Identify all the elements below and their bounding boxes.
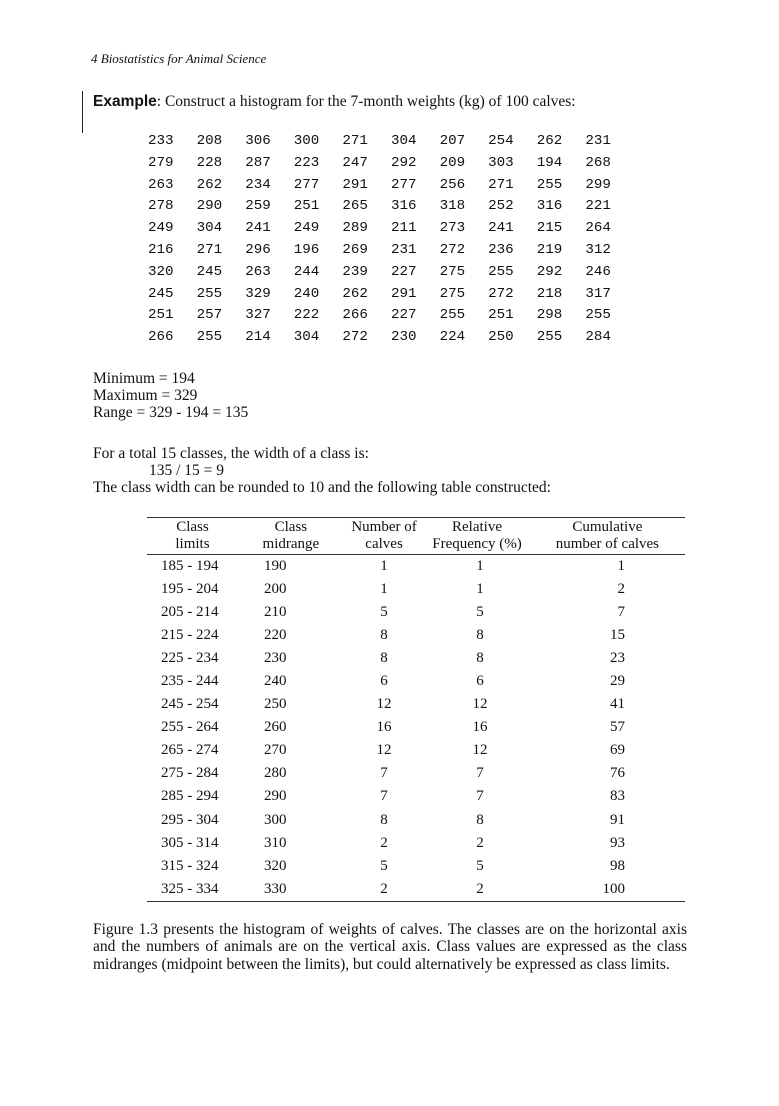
- data-cell: 194: [536, 154, 563, 171]
- cell-relative-frequency: 6: [476, 673, 484, 690]
- data-cell: 292: [536, 263, 563, 280]
- data-cell: 251: [488, 307, 514, 324]
- cell-cumulative: 91: [610, 811, 625, 828]
- data-cell: 255: [439, 307, 466, 324]
- data-cell: 265: [342, 198, 368, 215]
- data-cell: 303: [488, 154, 514, 171]
- data-cell: 266: [148, 329, 174, 346]
- data-cell: 222: [293, 307, 320, 324]
- cell-relative-frequency: 8: [476, 627, 484, 644]
- margin-bar: [82, 91, 83, 133]
- table-row: [147, 809, 685, 832]
- data-cell: 272: [488, 285, 514, 302]
- cell-cumulative: 93: [610, 834, 625, 851]
- data-cell: 251: [293, 198, 320, 215]
- data-cell: 287: [245, 154, 271, 171]
- cell-number-of-calves: 7: [380, 765, 388, 782]
- data-cell: 219: [536, 241, 563, 258]
- data-cell: 298: [536, 307, 563, 324]
- data-cell: 249: [293, 220, 320, 237]
- cell-number-of-calves: 1: [380, 558, 388, 575]
- data-cell: 244: [293, 263, 320, 280]
- data-cell: 300: [293, 133, 320, 149]
- data-cell: 231: [585, 133, 611, 149]
- table-row: [147, 762, 685, 785]
- classes-line-1: For a total 15 classes, the width of a class is:: [93, 445, 369, 462]
- data-cell: 241: [245, 220, 271, 237]
- data-cell: 316: [536, 198, 563, 215]
- data-cell: 234: [245, 176, 271, 193]
- data-cell: 329: [245, 285, 271, 302]
- cell-relative-frequency: 8: [476, 811, 484, 828]
- cell-midrange: 330: [238, 878, 344, 902]
- data-row: [148, 220, 634, 242]
- data-row: [148, 177, 634, 199]
- data-cell: 275: [439, 285, 466, 302]
- data-cell: 291: [342, 176, 368, 193]
- cell-class-limits: 275 - 284: [161, 765, 219, 782]
- cell-relative-frequency: 12: [472, 696, 488, 713]
- minimum-line: Minimum = 194: [93, 370, 195, 387]
- data-cell: 255: [196, 285, 223, 302]
- data-cell: 215: [536, 220, 563, 237]
- data-cell: 271: [342, 133, 368, 149]
- data-cell: 272: [439, 241, 466, 258]
- data-cell: 290: [196, 198, 223, 215]
- cell-number-of-calves: 12: [376, 742, 392, 759]
- table-row: [147, 601, 685, 624]
- cell-class-limits: 265 - 274: [161, 742, 219, 759]
- data-cell: 214: [245, 329, 271, 346]
- data-cell: 233: [148, 133, 174, 149]
- cell-number-of-calves: 8: [380, 650, 388, 667]
- data-cell: 231: [390, 241, 417, 258]
- data-cell: 262: [536, 133, 563, 149]
- cell-number-of-calves: 16: [376, 719, 392, 736]
- data-cell: 257: [196, 307, 223, 324]
- cell-cumulative: 2: [617, 581, 625, 598]
- data-cell: 259: [245, 198, 271, 215]
- data-cell: 284: [585, 329, 611, 346]
- data-cell: 223: [293, 154, 320, 171]
- cell-number-of-calves: 7: [380, 788, 388, 805]
- cell-cumulative: 23: [610, 650, 625, 667]
- data-row: [148, 133, 634, 155]
- example-statement: [93, 93, 576, 111]
- data-cell: 271: [196, 241, 223, 258]
- classes-line-2: 135 / 15 = 9: [149, 462, 225, 479]
- data-cell: 256: [439, 176, 466, 193]
- cell-class-limits: 255 - 264: [161, 719, 219, 736]
- data-cell: 327: [245, 307, 271, 324]
- running-head: 4 Biostatistics for Animal Science: [91, 51, 267, 66]
- cell-relative-frequency: 7: [476, 788, 484, 805]
- cell-midrange: 200: [263, 581, 287, 598]
- cell-relative-frequency: 16: [472, 719, 488, 736]
- data-row: [148, 264, 634, 286]
- cell-number-of-calves: 2: [344, 878, 424, 902]
- header-class-limits: Class limits: [147, 518, 238, 555]
- table-row: [147, 647, 685, 670]
- data-cell: 196: [293, 241, 320, 258]
- cell-relative-frequency: 7: [476, 765, 484, 782]
- data-row: [148, 242, 634, 264]
- cell-midrange: 290: [263, 788, 287, 805]
- cell-midrange: 190: [263, 558, 287, 575]
- frequency-table: [147, 517, 685, 902]
- table-row: [147, 670, 685, 693]
- header-relative-frequency: Relative Frequency (%): [424, 518, 529, 555]
- cell-relative-frequency: 2: [424, 878, 529, 902]
- cell-class-limits: 305 - 314: [161, 834, 219, 851]
- table-row: [147, 693, 685, 716]
- cell-midrange: 260: [263, 719, 287, 736]
- data-cell: 255: [196, 329, 223, 346]
- header-number-of-calves: Number of calves: [344, 518, 424, 555]
- data-cell: 299: [585, 176, 611, 193]
- table-row: [147, 716, 685, 739]
- table-body: [147, 555, 685, 902]
- cell-number-of-calves: 5: [380, 604, 388, 621]
- maximum-line: Maximum = 329: [93, 387, 198, 404]
- data-cell: 227: [390, 307, 417, 324]
- cell-cumulative: 83: [610, 788, 625, 805]
- data-cell: 221: [585, 198, 611, 215]
- cell-class-limits: 185 - 194: [161, 558, 219, 575]
- cell-cumulative: 69: [610, 742, 625, 759]
- cell-midrange: 230: [263, 650, 287, 667]
- data-cell: 264: [585, 220, 611, 237]
- table-row: [147, 832, 685, 855]
- data-cell: 211: [390, 220, 417, 237]
- data-row: [148, 198, 634, 220]
- data-cell: 255: [488, 263, 514, 280]
- cell-relative-frequency: 8: [476, 650, 484, 667]
- data-cell: 278: [148, 198, 174, 215]
- cell-relative-frequency: 5: [476, 857, 484, 874]
- data-cell: 236: [488, 241, 514, 258]
- data-cell: 289: [342, 220, 368, 237]
- data-cell: 209: [439, 154, 466, 171]
- data-cell: 318: [439, 198, 466, 215]
- cell-cumulative: 1: [617, 558, 625, 575]
- data-cell: 304: [390, 133, 417, 149]
- cell-midrange: 300: [263, 811, 287, 828]
- data-cell: 266: [342, 307, 368, 324]
- cell-number-of-calves: 12: [376, 696, 392, 713]
- cell-midrange: 320: [263, 857, 287, 874]
- cell-class-limits: 285 - 294: [161, 788, 219, 805]
- cell-midrange: 250: [263, 696, 287, 713]
- data-cell: 216: [148, 241, 174, 258]
- data-cell: 240: [293, 285, 320, 302]
- summary-stats: [93, 370, 248, 421]
- table-row: [147, 578, 685, 601]
- data-row: [148, 155, 634, 177]
- data-cell: 224: [439, 329, 466, 346]
- table-row: [147, 739, 685, 762]
- cell-number-of-calves: 8: [380, 811, 388, 828]
- cell-cumulative: 76: [610, 765, 625, 782]
- cell-number-of-calves: 5: [380, 857, 388, 874]
- data-row: [148, 329, 634, 351]
- example-text: : Construct a histogram for the 7-month weights (kg) of 100 calves:: [156, 93, 576, 110]
- data-cell: 255: [585, 307, 611, 324]
- data-cell: 320: [148, 263, 174, 280]
- cell-cumulative: 41: [610, 696, 625, 713]
- table-row: [147, 785, 685, 808]
- cell-number-of-calves: 2: [380, 834, 388, 851]
- classes-line-3: The class width can be rounded to 10 and the following table constructed:: [93, 479, 551, 496]
- cell-midrange: 240: [263, 673, 287, 690]
- data-cell: 277: [390, 176, 417, 193]
- data-cell: 312: [585, 241, 611, 258]
- data-cell: 252: [488, 198, 514, 215]
- cell-cumulative: 7: [617, 604, 625, 621]
- data-cell: 245: [148, 285, 174, 302]
- data-cell: 272: [342, 329, 368, 346]
- cell-midrange: 220: [263, 627, 287, 644]
- data-cell: 241: [488, 220, 514, 237]
- cell-class-limits: 315 - 324: [161, 857, 219, 874]
- cell-midrange: 270: [263, 742, 287, 759]
- data-cell: 227: [390, 263, 417, 280]
- table-row: [147, 878, 685, 902]
- data-cell: 306: [245, 133, 271, 149]
- data-cell: 304: [293, 329, 320, 346]
- weights-data-grid: [148, 133, 634, 351]
- data-cell: 262: [342, 285, 368, 302]
- data-cell: 269: [342, 241, 368, 258]
- data-cell: 249: [148, 220, 174, 237]
- example-label: Example: [93, 93, 157, 110]
- cell-cumulative: 15: [610, 627, 625, 644]
- data-cell: 292: [390, 154, 417, 171]
- data-cell: 207: [439, 133, 466, 149]
- cell-midrange: 310: [263, 834, 287, 851]
- table-row: [147, 624, 685, 647]
- data-cell: 273: [439, 220, 466, 237]
- data-cell: 279: [148, 154, 174, 171]
- data-cell: 246: [585, 263, 611, 280]
- cell-cumulative: 98: [610, 857, 625, 874]
- cell-number-of-calves: 1: [380, 581, 388, 598]
- data-cell: 277: [293, 176, 320, 193]
- cell-relative-frequency: 1: [476, 558, 484, 575]
- data-cell: 239: [342, 263, 368, 280]
- data-cell: 245: [196, 263, 223, 280]
- data-cell: 304: [196, 220, 223, 237]
- data-cell: 271: [488, 176, 514, 193]
- data-cell: 296: [245, 241, 271, 258]
- data-cell: 255: [536, 176, 563, 193]
- data-cell: 218: [536, 285, 563, 302]
- figure-caption-paragraph: Figure 1.3 presents the histogram of weights of calves. The classes are on the horizontal axis and the numbers of animals are on the vertical axis. Class values are expressed as the class midranges (midpoint between the limits), but could alternatively be expressed as class limits.: [93, 921, 687, 973]
- class-width-text: [93, 445, 551, 496]
- cell-midrange: 280: [263, 765, 287, 782]
- cell-class-limits: 205 - 214: [161, 604, 219, 621]
- header-cumulative-number: Cumulative number of calves: [530, 518, 685, 555]
- cell-class-limits: 215 - 224: [161, 627, 219, 644]
- data-cell: 317: [585, 285, 611, 302]
- data-cell: 262: [196, 176, 223, 193]
- data-cell: 255: [536, 329, 563, 346]
- table-row: [147, 555, 685, 579]
- cell-cumulative: 29: [610, 673, 625, 690]
- cell-midrange: 210: [263, 604, 287, 621]
- cell-class-limits: 295 - 304: [161, 811, 219, 828]
- cell-cumulative: 100: [530, 878, 685, 902]
- cell-class-limits: 225 - 234: [161, 650, 219, 667]
- data-cell: 316: [390, 198, 417, 215]
- cell-number-of-calves: 8: [380, 627, 388, 644]
- data-cell: 208: [196, 133, 223, 149]
- data-row: [148, 286, 634, 308]
- data-cell: 268: [585, 154, 611, 171]
- cell-number-of-calves: 6: [380, 673, 388, 690]
- cell-relative-frequency: 2: [476, 834, 484, 851]
- cell-class-limits: 325 - 334: [147, 878, 238, 902]
- cell-class-limits: 195 - 204: [161, 581, 219, 598]
- data-cell: 250: [488, 329, 514, 346]
- data-cell: 228: [196, 154, 223, 171]
- table-row: [147, 855, 685, 878]
- data-cell: 230: [390, 329, 417, 346]
- cell-class-limits: 235 - 244: [161, 673, 219, 690]
- data-cell: 291: [390, 285, 417, 302]
- cell-class-limits: 245 - 254: [161, 696, 219, 713]
- data-cell: 251: [148, 307, 174, 324]
- range-line: Range = 329 - 194 = 135: [93, 404, 249, 421]
- cell-relative-frequency: 1: [476, 581, 484, 598]
- cell-relative-frequency: 12: [472, 742, 488, 759]
- data-cell: 263: [148, 176, 174, 193]
- header-class-midrange: Class midrange: [238, 518, 344, 555]
- data-cell: 247: [342, 154, 368, 171]
- cell-relative-frequency: 5: [476, 604, 484, 621]
- table-header-row: [147, 518, 685, 555]
- data-cell: 263: [245, 263, 271, 280]
- data-row: [148, 307, 634, 329]
- data-cell: 254: [488, 133, 514, 149]
- data-cell: 275: [439, 263, 466, 280]
- cell-cumulative: 57: [610, 719, 625, 736]
